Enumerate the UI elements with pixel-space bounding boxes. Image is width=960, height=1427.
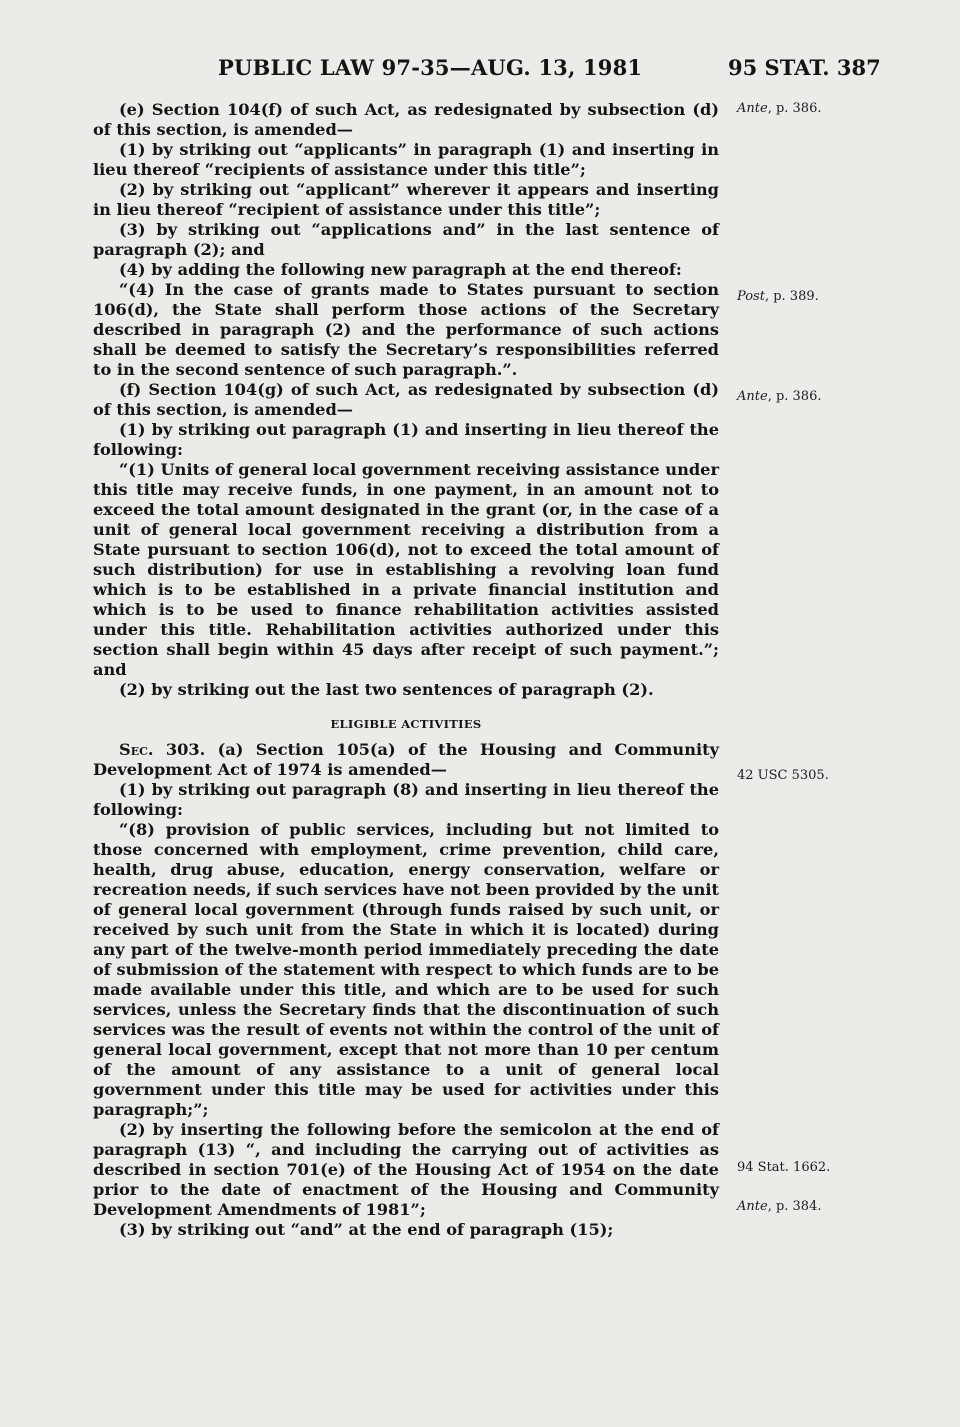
paragraph-f-2: (2) by striking out the last two sentences of paragraph (2). xyxy=(119,680,654,699)
paragraph-f: (f) Section 104(g) of such Act, as redesignated by subsection (d) of this section, is amended— xyxy=(93,380,719,419)
margin-note-ante-386: Ante, p. 386. xyxy=(737,101,822,116)
margin-note-ante-386-b: Ante, p. 386. xyxy=(737,389,822,404)
paragraph-e-4: (4) by adding the following new paragraph at the end thereof: xyxy=(119,260,682,279)
running-header-page-ref: 95 STAT. 387 xyxy=(728,55,881,80)
section-heading: ELIGIBLE ACTIVITIES xyxy=(330,717,482,731)
margin-note-42-usc-5305: 42 USC 5305. xyxy=(737,768,829,783)
paragraph-e-3: (3) by striking out “applications and” in the last sentence of paragraph (2); and xyxy=(93,220,719,259)
sec-label: Sec. xyxy=(119,740,154,759)
running-header-title: PUBLIC LAW 97-35—AUG. 13, 1981 xyxy=(218,55,643,80)
quoted-paragraph-1: “(1) Units of general local government receiving assistance under this title may receive funds, in one payment, in an amount not to exceed the total amount designated in the grant (or, in the case of a unit of general local government receiving a distribution from a State pursuant to section 106(d), not to exceed the total amount of such distribution) for use in establishing a revolving loan fund which is to be established in a private financial institution and which is to be used to finance rehabilitation activities assisted under this title. Rehabilitation activities authorized under this section shall begin within 45 days after receipt of such payment.”; and xyxy=(93,460,719,679)
quoted-paragraph-4: “(4) In the case of grants made to States pursuant to section 106(d), the State shall perform those actions of the Secretary described in paragraph (2) and the performance of such actions shall be deemed to satisfy the Secretary’s responsibilities referred to in the second sentence of such paragraph.”. xyxy=(93,280,719,379)
margin-note-post-389: Post, p. 389. xyxy=(737,289,819,304)
statute-body xyxy=(93,100,719,1240)
section-303-a-text: 303. (a) Section 105(a) of the Housing and Community Development Act of 1974 is amended— xyxy=(93,740,719,779)
paragraph-303-2: (2) by inserting the following before the semicolon at the end of paragraph (13) “, and including the carrying out of activities as described in section 701(e) of the Housing Act of 1954 on the date prior to the date of enactment of the Housing and Community Development Amendments of 1981”; xyxy=(93,1120,719,1219)
margin-note-ante-384: Ante, p. 384. xyxy=(737,1199,822,1214)
paragraph-e-2: (2) by striking out “applicant” wherever it appears and inserting in lieu thereof “recipient of assistance under this title”; xyxy=(93,180,719,219)
margin-note-94-stat-1662: 94 Stat. 1662. xyxy=(737,1160,831,1175)
paragraph-f-1: (1) by striking out paragraph (1) and inserting in lieu thereof the following: xyxy=(93,420,719,459)
paragraph-e: (e) Section 104(f) of such Act, as redesignated by subsection (d) of this section, is amended— xyxy=(93,100,719,139)
section-303-a xyxy=(93,740,719,780)
paragraph-e-1: (1) by striking out “applicants” in paragraph (1) and inserting in lieu thereof “recipients of assistance under this title”; xyxy=(93,140,719,179)
paragraph-303-1: (1) by striking out paragraph (8) and inserting in lieu thereof the following: xyxy=(93,780,719,819)
paragraph-303-3: (3) by striking out “and” at the end of paragraph (15); xyxy=(119,1220,614,1239)
quoted-paragraph-8: “(8) provision of public services, including but not limited to those concerned with employment, crime prevention, child care, health, drug abuse, education, energy conservation, welfare or recreation needs, if such services have not been provided by the unit of general local government (through funds raised by such unit, or received by such unit from the State in which it is located) during any part of the twelve-month period immediately preceding the date of submission of the statement with respect to which funds are to be made available under this title, and which are to be used for such services, unless the Secretary finds that the discontinuation of such services was the result of events not within the control of the unit of general local government, except that not more than 10 per centum of the amount of any assistance to a unit of general local government under this title may be used for activities under this paragraph;”; xyxy=(93,820,719,1119)
